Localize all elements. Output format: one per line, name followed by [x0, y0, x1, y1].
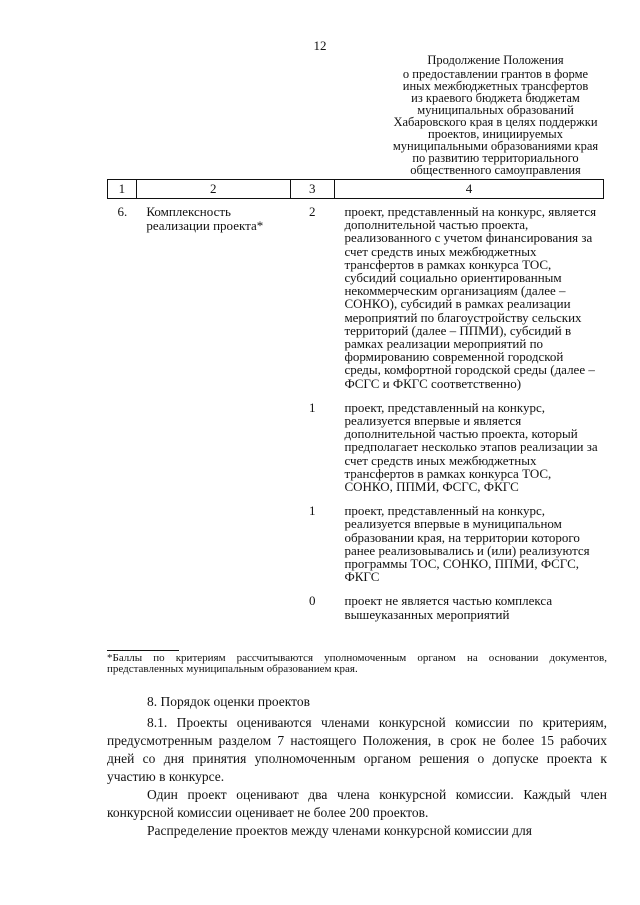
score-cell: 2 — [309, 204, 316, 219]
option-description: проект не является частью комплекса вышеуказанных мероприятий — [344, 593, 553, 622]
criterion-name: Комплексность реализации проекта* — [146, 204, 264, 233]
criteria-table — [107, 179, 604, 621]
column-header: 2 — [136, 180, 290, 199]
column-header: 3 — [290, 180, 334, 199]
header-line: проектов, инициируемых — [428, 127, 563, 141]
header-line: общественного самоуправления — [410, 163, 581, 177]
header-line: по развитию территориального — [412, 151, 579, 165]
header-title: Продолжение Положения — [427, 53, 564, 67]
section-title: 8. Порядок оценки проектов — [147, 694, 310, 709]
column-header: 1 — [108, 180, 137, 199]
paragraph: Распределение проектов между членами конкурсной комиссии для — [147, 823, 532, 838]
paragraph: Один проект оценивают два члена конкурсной комиссии. Каждый член конкурсной комиссии оценивает не более 200 проектов. — [107, 787, 607, 820]
option-description: проект, представленный на конкурс, реализуется впервые и является дополнительной частью проекта, который предполагает несколько этапов реализации за счет средств иных межбюджетных трансфертов в рамках конкурса ТОС, СОНКО, ППМИ, ФСГС, ФКГС — [344, 399, 598, 495]
header-line: о предоставлении грантов в форме — [402, 67, 589, 81]
score-cell: 1 — [309, 399, 316, 415]
header-line: муниципальных образований — [417, 103, 574, 117]
table-header-row — [108, 180, 604, 199]
footnote: *Баллы по критериям рассчитываются уполномоченным органом на основании документов, представленных муниципальным образованием края. — [107, 652, 607, 675]
paragraph: 8.1. Проекты оцениваются членами конкурсной комиссии по критериям, предусмотренным разделом 7 настоящего Положения, в срок не более 15 рабочих дней со дня принятия уполномоченным органом решения о допуске проекта к участию в конкурсе. — [107, 715, 607, 784]
score-cell: 1 — [309, 503, 316, 519]
header-line: из краевого бюджета бюджетам — [411, 91, 580, 105]
option-description: проект, представленный на конкурс, реализуется впервые в муниципальном образовании края, на территории которого ранее реализовывались и (или) реализуются программы ТОС, СОНКО, ППМИ, ФСГС, ФКГС — [344, 503, 590, 585]
header-line: иных межбюджетных трансфертов — [402, 79, 589, 93]
score-cell: 0 — [309, 593, 316, 609]
page-number: 12 — [313, 38, 327, 53]
option-description: проект, представленный на конкурс, является дополнительной частью проекта, реализованного с учетом финансирования за счет средств иных межбюджетных трансфертов в рамках конкурса ТОС, субсидий социально ориентированным некоммерческим организациям (далее – СОНКО), субсидий в рамках реализации мероприятий по благоустройству сельских территорий (далее – ППМИ), субсидий в рамках реализации мероприятий по формированию современной городской среды, комфортной городской среды (далее – ФСГС и ФКГС соответственно) — [344, 204, 597, 391]
footnote-divider — [107, 650, 179, 651]
row-number: 6. — [117, 204, 128, 219]
document-header — [388, 54, 603, 176]
table-row — [108, 199, 604, 390]
header-line: муниципальными образованиями края — [392, 139, 599, 153]
column-header: 4 — [334, 180, 603, 199]
header-line: Хабаровского края в целях поддержки — [393, 115, 598, 129]
